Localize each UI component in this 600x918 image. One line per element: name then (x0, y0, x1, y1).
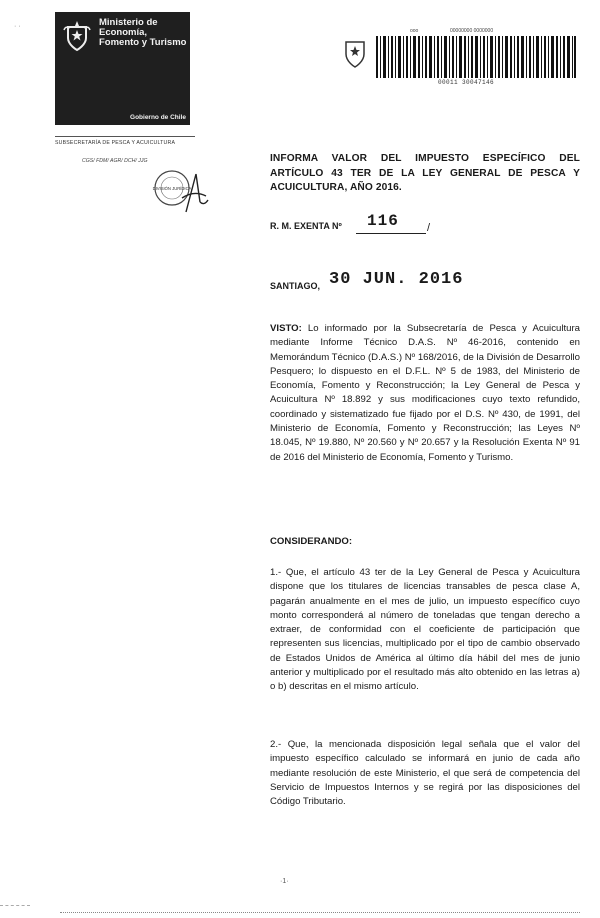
barcode-number: 00011 30047146 (438, 79, 495, 86)
considerando-1-paragraph: 1.- Que, el artículo 43 ter de la Ley General de Pesca y Acuicultura dispone que los titulares de licencias transables de pesca clase A, pagarán anualmente en el mes de julio, un impuesto específico cuyo monto corresponderá al número de toneladas que tengan derecho a extraer, de conformidad con el coeficiente de participación que representen sus licencias, multiplicado por el tipo de cambio observado de Estados Unidos de América al último día hábil del mes de junio anterior y multiplicado por el resultado más alto obtenido en las letras a) o b) descritas en el mismo artículo. (270, 567, 580, 693)
margin-marks: · · (14, 23, 21, 30)
considerando-2-paragraph: 2.- Que, la mencionada disposición legal señala que el valor del impuesto específico calculado se informará en junio de cada año mediante resolución de este Ministerio, el que será de competencia del Servicio de Impuestos Internos y se regirá por las disposiciones del Código Tributario. (270, 739, 580, 808)
header-divider (55, 136, 195, 137)
page-footer-mark: ·1· (280, 878, 289, 885)
resolution-number: 116 (367, 212, 399, 230)
resolution-label: R. M. EXENTA Nº (270, 221, 342, 231)
ministry-logo (55, 12, 190, 125)
barcode-top-text: 00000000 0000000 (450, 28, 494, 34)
gobierno-label: Gobierno de Chile (130, 114, 186, 121)
considerando-heading: CONSIDERANDO: (270, 536, 353, 547)
resolution-slash: / (427, 222, 431, 234)
resolution-date-stamp: 30 JUN. 2016 (329, 270, 464, 289)
coat-of-arms-icon (63, 20, 91, 52)
signature-initial (176, 172, 212, 216)
ministry-name: Ministerio de Economía, Fomento y Turismo (99, 17, 187, 48)
visto-paragraph (270, 322, 580, 465)
resolution-underline (356, 233, 426, 234)
author-initials: CGS/ FDM/ AGR/ DCH/ JJG (82, 158, 148, 164)
barcode-block (340, 28, 580, 88)
small-crest-icon (340, 36, 370, 70)
corner-rule (0, 905, 30, 907)
visto-label: VISTO: (270, 323, 302, 334)
visto-text: Lo informado por la Subsecretaría de Pesca y Acuicultura mediante Informe Técnico D.A.S. Nº 46-2016, contenido en Memorándum Técnico (D.A.S.) Nº 168/2016, de la División de Desarrollo Pesquero; lo dispuesto en el D.F.L. Nº 5 de 1983, del Ministerio de Economía, Fomento y Reconstrucción; la Ley General de Pesca y Acuicultura Nº 18.892 y sus modificaciones cuyo texto refundido, coordinado y sistematizado fue fijado por el D.S. Nº 430, de 1991, del Ministerio de Economía, Fomento y Reconstrucción; las Leyes Nº 18.045, Nº 19.880, Nº 20.560 y Nº 20.657 y la Resolución Exenta Nº 91 de 2016 del Ministerio de Economía, Fomento y Turismo. (270, 323, 580, 463)
bottom-dotted-rule (60, 912, 580, 914)
subsecretaria-label: SUBSECRETARÍA DE PESCA Y ACUICULTURA (55, 140, 176, 146)
barcode-label: ooo (410, 28, 419, 34)
barcode (376, 36, 576, 78)
stamp-text: DIVISIÓN JURÍDICA (152, 186, 192, 191)
document-title: INFORMA VALOR DEL IMPUESTO ESPECÍFICO DEL ARTÍCULO 43 TER DE LA LEY GENERAL DE PESCA Y ACUICULTURA, AÑO 2016. (270, 153, 580, 193)
place-label: SANTIAGO, (270, 281, 321, 291)
